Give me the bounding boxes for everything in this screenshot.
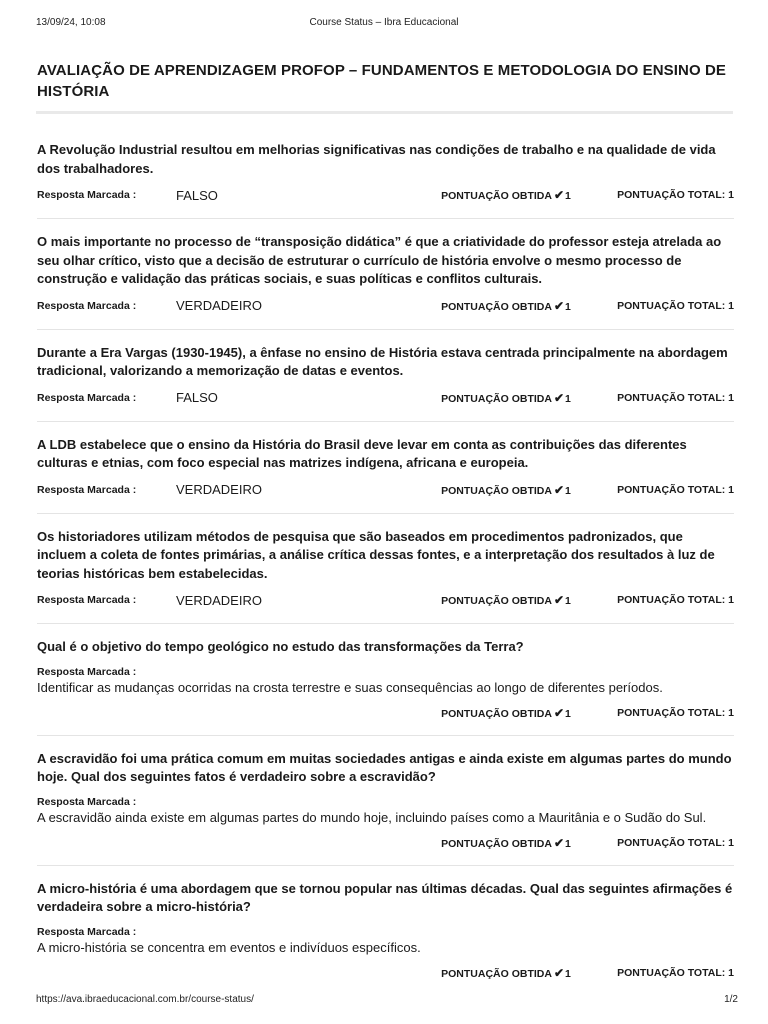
question-item (37, 638, 734, 736)
score-total-value: 1 (728, 836, 734, 849)
print-doc-title: Course Status – Ibra Educacional (309, 17, 459, 28)
check-icon: ✔ (553, 705, 565, 720)
answer-row (37, 295, 734, 317)
score-group (441, 299, 734, 313)
score-obtained-label: PONTUAÇÃO OBTIDA (441, 837, 552, 850)
score-total-label: PONTUAÇÃO TOTAL: (617, 836, 726, 849)
question-item (37, 233, 734, 330)
score-obtained-label: PONTUAÇÃO OBTIDA (441, 190, 552, 202)
question-list (37, 141, 734, 1009)
score-group (441, 966, 734, 980)
score-total-value: 1 (728, 391, 734, 404)
answer-value: VERDADEIRO (176, 298, 262, 313)
score-obtained-label: PONTUAÇÃO OBTIDA (441, 595, 552, 607)
score-obtained-value: 1 (565, 595, 571, 607)
answer-label: Resposta Marcada : (37, 665, 137, 678)
score-obtained-value: 1 (565, 300, 571, 313)
score-group (441, 593, 734, 607)
question-text: Durante a Era Vargas (1930-1945), a ênfase no ensino de História estava centrada principalmente na abordagem tradicional, valorizando a memorização de datas e eventos. (37, 344, 728, 378)
score-row (37, 833, 734, 853)
score-group (441, 836, 734, 850)
score-obtained-value: 1 (565, 837, 571, 850)
score-total-label: PONTUAÇÃO TOTAL: (617, 189, 726, 201)
title-divider (36, 111, 733, 114)
score-obtained (441, 391, 617, 405)
question-text: Qual é o objetivo do tempo geológico no estudo das transformações da Terra? (37, 639, 524, 654)
score-total (617, 967, 734, 979)
check-icon: ✔ (553, 298, 565, 313)
question-text: A LDB estabelece que o ensino da História do Brasil deve levar em conta as contribuições das diferentes culturas e etnias, com foco especial nas matrizes indígena, africana e europeia. (37, 436, 687, 470)
answer-row (37, 387, 734, 409)
answer-row (37, 479, 734, 501)
score-total-value: 1 (728, 594, 734, 606)
answer-label: Resposta Marcada : (37, 925, 137, 938)
score-total-value: 1 (728, 189, 734, 201)
answer-value: FALSO (176, 390, 218, 405)
score-total (617, 707, 734, 719)
page-url: https://ava.ibraeducacional.com.br/course-status/ (36, 994, 254, 1005)
answer-label: Resposta Marcada : (37, 483, 137, 496)
score-total (617, 837, 734, 849)
score-obtained-label: PONTUAÇÃO OBTIDA (441, 967, 552, 980)
question-text: Os historiadores utilizam métodos de pesquisa que são baseados em procedimentos padronizados, que incluem a coleta de fontes primárias, a análise crítica dessas fontes, e a interpretação dos resultados à luz de teorias históricas bem estabelecidas. (37, 528, 715, 581)
question-item (37, 750, 734, 866)
score-obtained-label: PONTUAÇÃO OBTIDA (441, 707, 552, 720)
score-obtained-value: 1 (565, 484, 571, 497)
answer-label: Resposta Marcada : (37, 189, 137, 201)
answer-label: Resposta Marcada : (37, 594, 137, 606)
score-group (441, 391, 734, 405)
question-text: O mais importante no processo de “transposição didática” é que a criatividade do professor esteja atrelada ao seu olhar crítico, visto que a decisão de estruturar o currículo de história envolve o mesmo processo de construção e validação das práticas sociais, e suas políticas e conflitos culturais. (37, 234, 722, 286)
score-group (441, 483, 734, 497)
score-total (617, 189, 734, 201)
print-datetime: 13/09/24, 10:08 (36, 17, 106, 28)
check-icon: ✔ (553, 835, 565, 850)
page-title: AVALIAÇÃO DE APRENDIZAGEM PROFOP – FUNDAMENTOS E METODOLOGIA DO ENSINO DE HISTÓRIA (37, 62, 727, 100)
answer-row (37, 184, 734, 206)
score-obtained (441, 483, 617, 497)
check-icon: ✔ (553, 482, 565, 497)
answer-label: Resposta Marcada : (37, 391, 137, 404)
answer-value: VERDADEIRO (176, 592, 262, 608)
score-obtained (441, 706, 617, 720)
score-obtained (441, 966, 617, 980)
answer-row (37, 589, 734, 611)
score-total-label: PONTUAÇÃO TOTAL: (617, 966, 726, 979)
score-total (617, 392, 734, 404)
score-obtained-value: 1 (565, 707, 571, 720)
score-total-value: 1 (728, 299, 734, 312)
answer-value: A escravidão ainda existe em algumas partes do mundo hoje, incluindo países como a Mauritânia e o Sudão do Sul. (37, 809, 707, 825)
check-icon: ✔ (553, 965, 565, 980)
score-obtained-label: PONTUAÇÃO OBTIDA (441, 392, 552, 405)
answer-label: Resposta Marcada : (37, 795, 137, 808)
score-total-label: PONTUAÇÃO TOTAL: (617, 299, 726, 312)
score-total-label: PONTUAÇÃO TOTAL: (617, 483, 726, 496)
question-item (37, 436, 734, 514)
check-icon: ✔ (553, 188, 565, 202)
score-obtained-label: PONTUAÇÃO OBTIDA (441, 484, 552, 497)
question-item (37, 141, 734, 219)
score-total-value: 1 (728, 706, 734, 719)
page-number: 1/2 (724, 994, 738, 1005)
score-obtained (441, 299, 617, 313)
score-row (37, 703, 734, 723)
question-text: A escravidão foi uma prática comum em muitas sociedades antigas e ainda existe em algumas partes do mundo hoje. Qual dos seguintes fatos é verdadeiro sobre a escravidão? (37, 750, 732, 784)
score-total-label: PONTUAÇÃO TOTAL: (617, 706, 726, 719)
score-total-value: 1 (728, 483, 734, 496)
score-obtained-value: 1 (565, 967, 571, 980)
score-group (441, 188, 734, 202)
score-obtained-value: 1 (565, 392, 571, 405)
score-total-value: 1 (728, 966, 734, 979)
score-obtained (441, 836, 617, 850)
score-total (617, 484, 734, 496)
score-obtained-label: PONTUAÇÃO OBTIDA (441, 300, 552, 313)
score-obtained (441, 188, 617, 202)
print-header (0, 17, 768, 31)
score-group (441, 706, 734, 720)
score-total (617, 594, 734, 606)
answer-value: VERDADEIRO (176, 482, 262, 497)
check-icon: ✔ (553, 593, 565, 607)
answer-value: Identificar as mudanças ocorridas na crosta terrestre e suas consequências ao longo de diferentes períodos. (37, 679, 663, 695)
score-total-label: PONTUAÇÃO TOTAL: (617, 594, 726, 606)
question-item (37, 344, 734, 422)
score-total (617, 300, 734, 312)
question-text: A micro-história é uma abordagem que se tornou popular nas últimas décadas. Qual das seguintes afirmações é verdadeira sobre a micro-história? (37, 880, 733, 914)
answer-label: Resposta Marcada : (37, 299, 137, 312)
answer-value: FALSO (176, 187, 218, 203)
check-icon: ✔ (553, 390, 565, 405)
answer-value: A micro-história se concentra em eventos e indivíduos específicos. (37, 939, 421, 955)
question-item (37, 880, 734, 995)
question-item (37, 528, 734, 625)
score-obtained-value: 1 (565, 190, 571, 202)
question-text: A Revolução Industrial resultou em melhorias significativas nas condições de trabalho e na qualidade de vida dos trabalhadores. (37, 142, 716, 176)
score-row (37, 963, 734, 983)
score-total-label: PONTUAÇÃO TOTAL: (617, 391, 726, 404)
score-obtained (441, 593, 617, 607)
